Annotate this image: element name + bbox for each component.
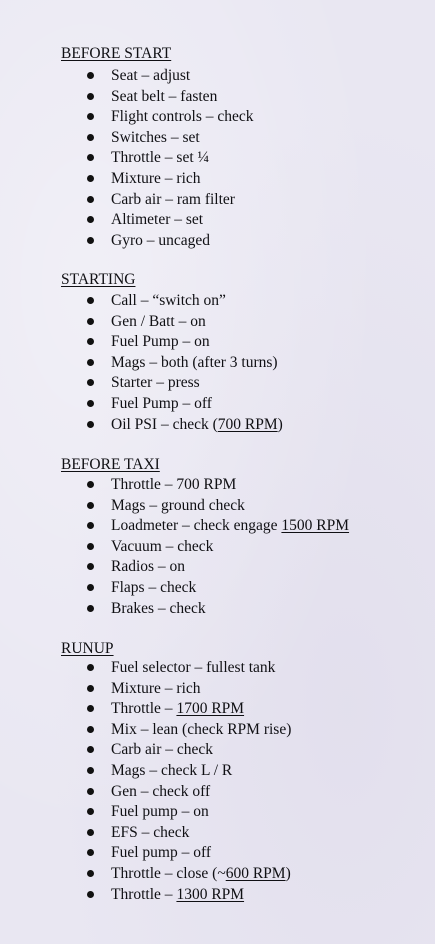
- bullet-icon: [87, 685, 94, 692]
- list-item: [0, 557, 435, 578]
- item-text: Mags – ground check: [111, 496, 245, 514]
- bullet-icon: [87, 870, 94, 877]
- item-text: Mixture – rich: [111, 679, 201, 697]
- item-text: Fuel Pump – on: [111, 333, 210, 351]
- underlined-value: 1700 RPM: [176, 700, 245, 718]
- bullet-icon: [87, 808, 94, 815]
- bullet-icon: [87, 849, 94, 856]
- list-item: [0, 210, 435, 231]
- list-item: [0, 475, 435, 496]
- section-heading: RUNUP: [61, 640, 114, 657]
- section-heading: BEFORE TAXI: [61, 456, 160, 473]
- list-item: [0, 516, 435, 537]
- bullet-icon: [87, 584, 94, 591]
- bullet-icon: [87, 297, 94, 304]
- bullet-icon: [87, 318, 94, 325]
- item-text: Mags – both (after 3 turns): [111, 353, 278, 371]
- list-item: [0, 578, 435, 599]
- list-item: [0, 699, 435, 720]
- item-text: Radios – on: [111, 558, 186, 576]
- bullet-icon: [87, 664, 94, 671]
- list-item: [0, 148, 435, 169]
- list-item: [0, 169, 435, 190]
- bullet-icon: [87, 767, 94, 774]
- bullet-icon: [87, 175, 94, 182]
- item-text: Mixture – rich: [111, 170, 201, 187]
- bullet-icon: [87, 154, 94, 161]
- list-item: [0, 415, 435, 436]
- item-text: Oil PSI – check (: [111, 415, 218, 433]
- item-text: Loadmeter – check engage: [111, 517, 282, 535]
- item-text: Altimeter – set: [111, 211, 204, 229]
- underlined-value: 600 RPM: [225, 865, 286, 882]
- item-text: Vacuum – check: [111, 537, 214, 555]
- list-item: [0, 599, 435, 620]
- item-text: Starter – press: [111, 374, 200, 392]
- list-item: [0, 353, 435, 374]
- item-text: Switches – set: [111, 128, 200, 146]
- list-item: [0, 802, 435, 823]
- list-item: [0, 128, 435, 149]
- bullet-icon: [87, 216, 94, 223]
- bullet-icon: [87, 543, 94, 550]
- list-item: [0, 823, 435, 844]
- item-text-suffix: ): [277, 415, 283, 433]
- item-text: Seat belt – fasten: [111, 87, 218, 105]
- list-item: [0, 761, 435, 782]
- item-text: EFS – check: [111, 823, 190, 841]
- list-item: [0, 394, 435, 415]
- item-text: Throttle – set ¼: [111, 149, 210, 167]
- list-item: [0, 373, 435, 394]
- bullet-icon: [87, 502, 94, 509]
- list-item: [0, 885, 435, 906]
- list-item: [0, 332, 435, 353]
- bullet-icon: [87, 726, 94, 733]
- item-text: Fuel selector – fullest tank: [111, 659, 276, 676]
- list-item: [0, 537, 435, 558]
- item-text: Call – “switch on”: [111, 292, 226, 309]
- bullet-icon: [87, 421, 94, 428]
- bullet-icon: [87, 359, 94, 366]
- list-item: [0, 740, 435, 761]
- item-text: Throttle –: [111, 700, 177, 718]
- bullet-icon: [87, 338, 94, 345]
- list-item: [0, 107, 435, 128]
- bullet-icon: [87, 134, 94, 141]
- bullet-icon: [87, 746, 94, 753]
- list-item: [0, 66, 435, 87]
- list-item: [0, 720, 435, 741]
- bullet-icon: [87, 113, 94, 120]
- list-item: [0, 87, 435, 108]
- bullet-icon: [87, 605, 94, 612]
- section-heading: BEFORE START: [61, 45, 172, 62]
- list-item: [0, 843, 435, 864]
- bullet-icon: [87, 93, 94, 100]
- underlined-value: 1300 RPM: [176, 885, 245, 903]
- list-item: [0, 496, 435, 517]
- section-heading: STARTING: [61, 271, 136, 288]
- list-item: [0, 190, 435, 211]
- item-text: Seat – adjust: [111, 67, 191, 84]
- underlined-value: 1500 RPM: [281, 517, 350, 535]
- bullet-icon: [87, 563, 94, 570]
- item-text: Gen / Batt – on: [111, 312, 206, 330]
- bullet-icon: [87, 400, 94, 407]
- item-text: Fuel Pump – off: [111, 395, 212, 412]
- bullet-icon: [87, 72, 94, 79]
- bullet-icon: [87, 379, 94, 386]
- bullet-icon: [87, 705, 94, 712]
- list-item: [0, 864, 435, 885]
- item-text: Gen – check off: [111, 782, 211, 800]
- list-item: [0, 782, 435, 803]
- item-text: Gyro – uncaged: [111, 231, 210, 249]
- list-item: [0, 231, 435, 252]
- bullet-icon: [87, 237, 94, 244]
- bullet-icon: [87, 829, 94, 836]
- bullet-icon: [87, 891, 94, 898]
- list-item: [0, 312, 435, 333]
- underlined-value: 700 RPM: [217, 415, 278, 433]
- bullet-icon: [87, 522, 94, 529]
- list-item: [0, 291, 435, 312]
- item-text: Throttle – 700 RPM: [111, 476, 237, 493]
- item-text: Carb air – check: [111, 741, 213, 759]
- bullet-icon: [87, 196, 94, 203]
- item-text: Brakes – check: [111, 599, 206, 617]
- item-text: Fuel pump – on: [111, 803, 209, 821]
- item-text: Throttle –: [111, 885, 177, 903]
- item-text-suffix: ): [285, 865, 291, 882]
- item-text: Flight controls – check: [111, 108, 254, 126]
- bullet-icon: [87, 481, 94, 488]
- item-text: Mix – lean (check RPM rise): [111, 720, 292, 738]
- item-text: Fuel pump – off: [111, 844, 212, 862]
- item-text: Carb air – ram filter: [111, 190, 235, 208]
- bullet-icon: [87, 788, 94, 795]
- item-text: Flaps – check: [111, 579, 197, 596]
- item-text: Mags – check L / R: [111, 762, 233, 779]
- list-item: [0, 658, 435, 679]
- item-text: Throttle – close (~: [111, 865, 226, 882]
- list-item: [0, 679, 435, 700]
